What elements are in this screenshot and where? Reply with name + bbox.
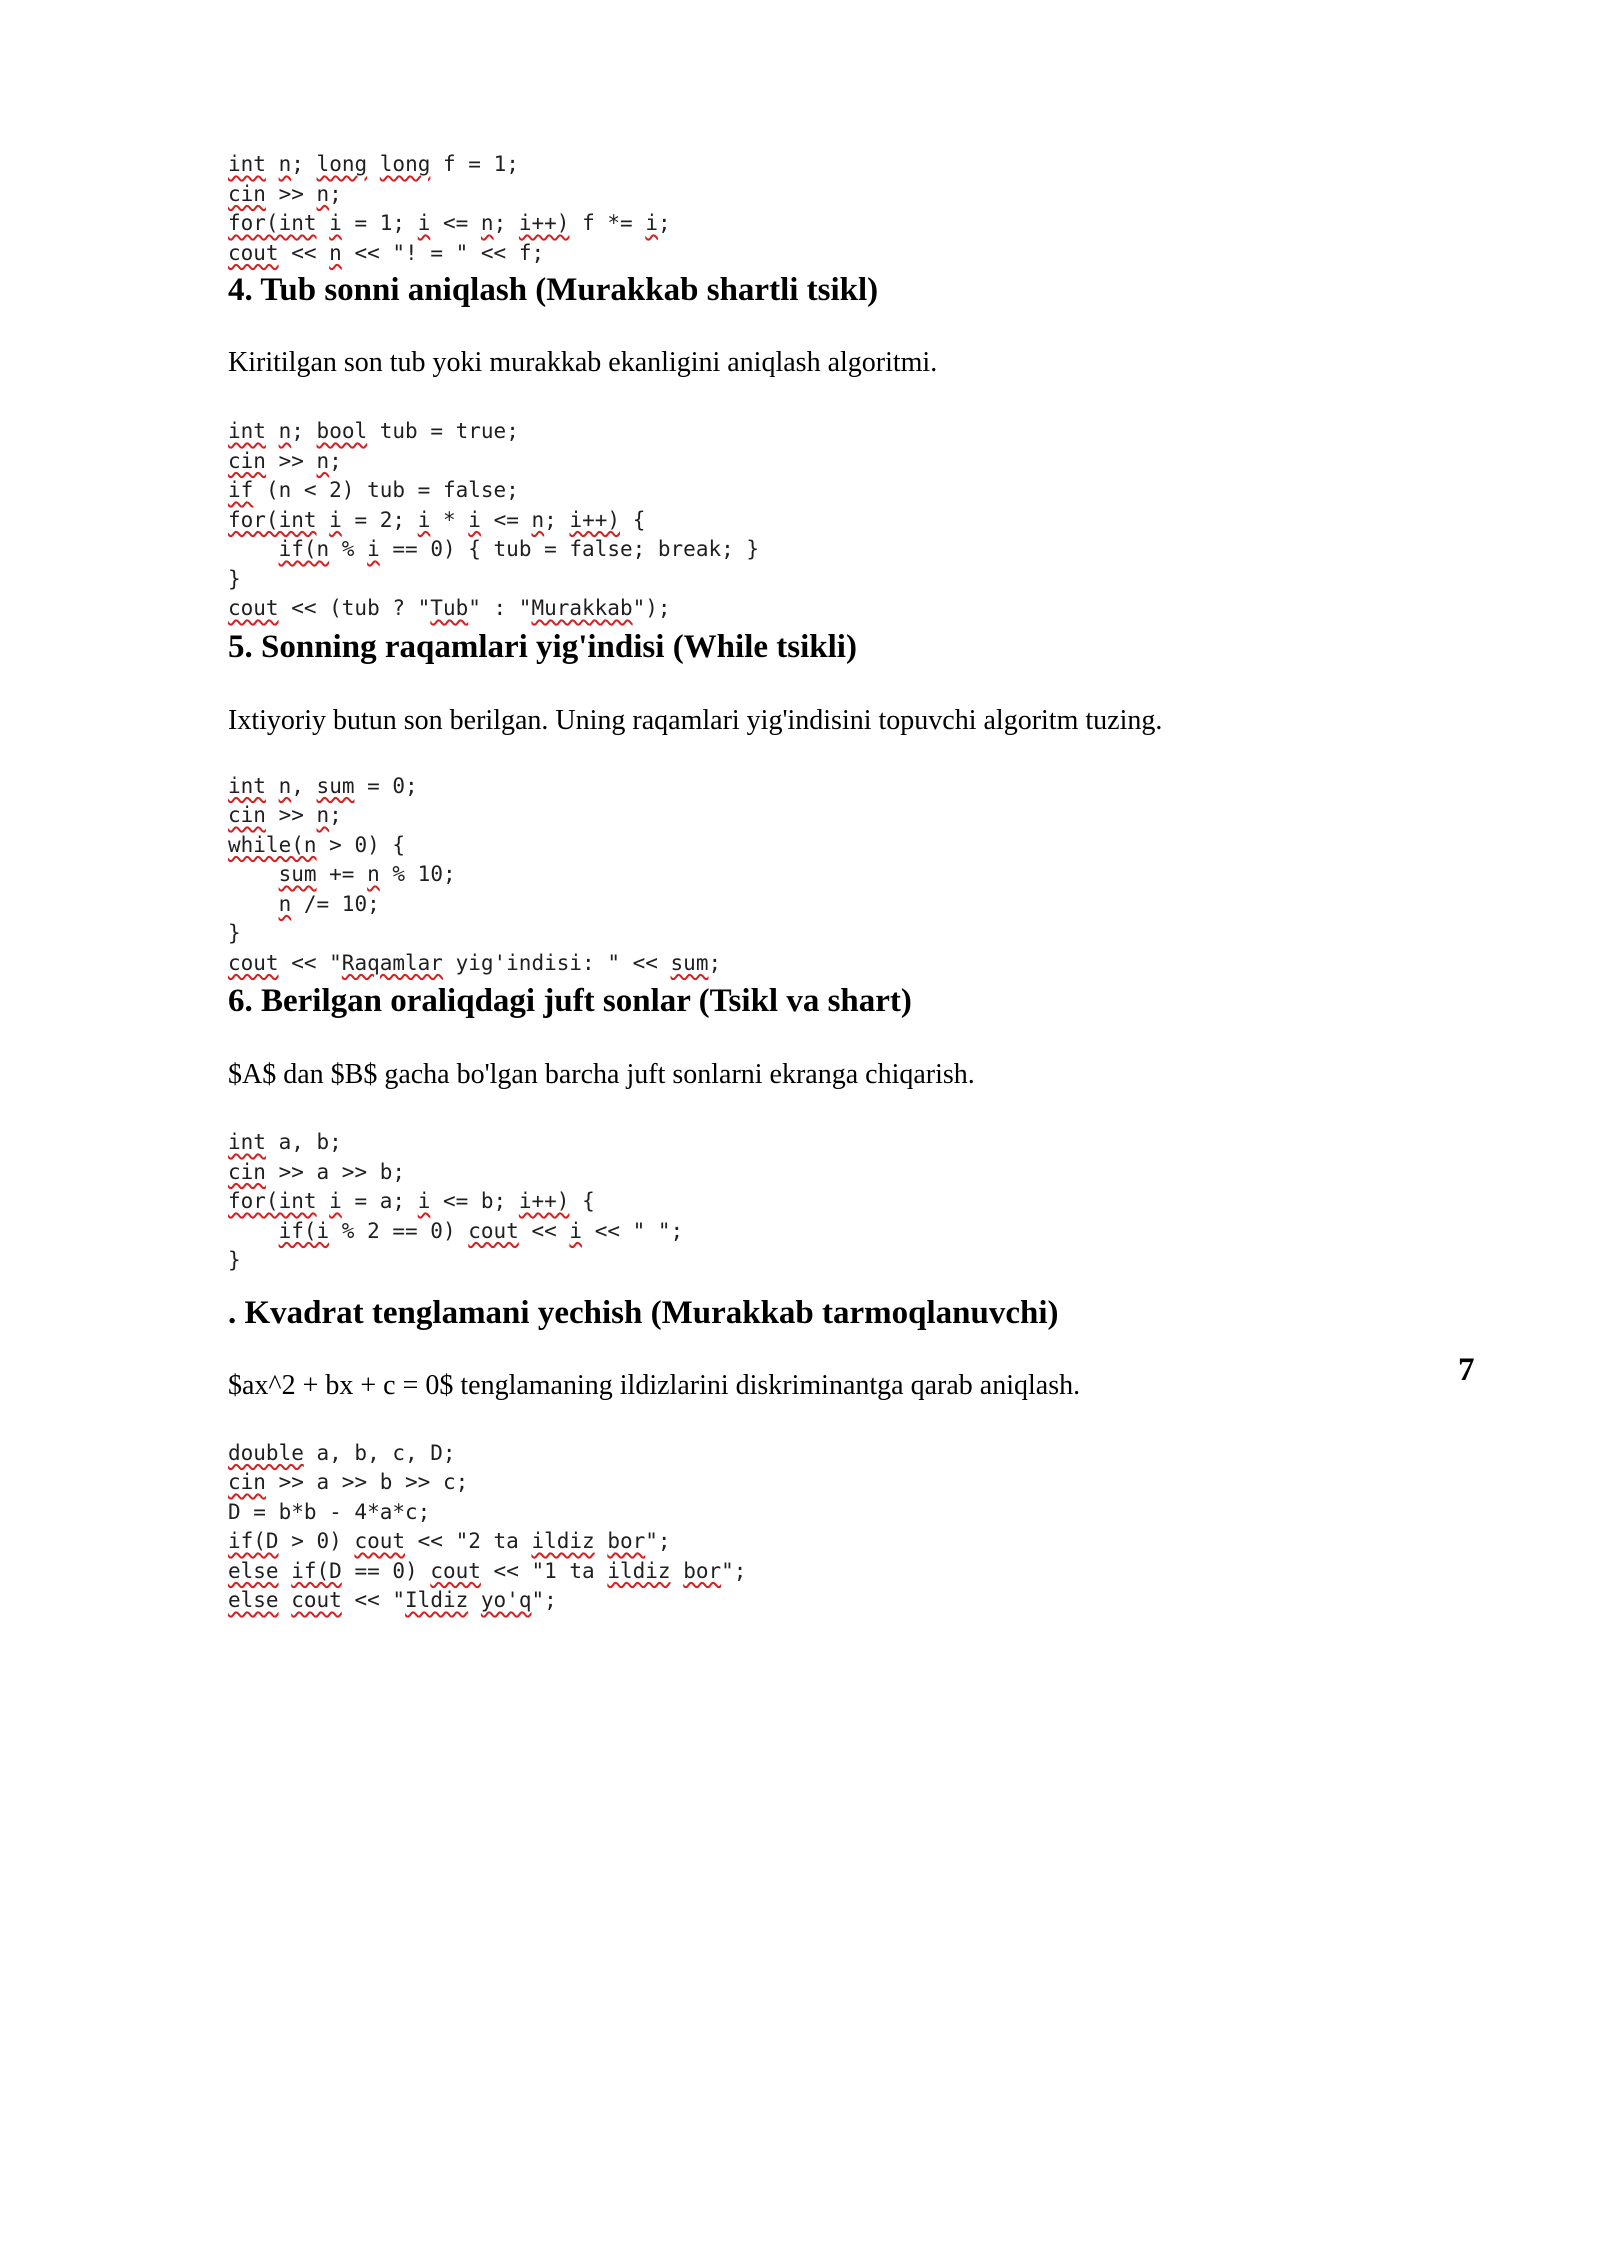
code-line: else if(D == 0) cout << "1 ta ildiz bor"; <box>228 1558 747 1583</box>
code-line: if (n < 2) tub = false; <box>228 478 519 502</box>
code-line: cout << "Raqamlar yig'indisi: " << sum; <box>228 950 722 975</box>
section-description-even-numbers: $A$ dan $B$ gacha bo'lgan barcha juft sonlarni ekranga chiqarish. <box>228 1059 975 1090</box>
code-block-factorial <box>228 150 1428 268</box>
code-line: cin >> n; <box>228 803 342 827</box>
page-number: 7 <box>1458 1352 1475 1388</box>
code-line: int n; long long f = 1; <box>228 152 519 176</box>
code-line: for(int i = 2; i * i <= n; i++) { <box>228 507 646 532</box>
code-line: if(D > 0) cout << "2 ta ildiz bor"; <box>228 1529 671 1553</box>
section-heading-digit-sum: 5. Sonning raqamlari yig'indisi (While tsikli) <box>228 628 857 665</box>
section-description-prime: Kiritilgan son tub yoki murakkab ekanligini aniqlash algoritmi. <box>228 347 938 378</box>
code-line: } <box>228 566 241 591</box>
code-line: cout << n << "! = " << f; <box>228 240 545 265</box>
code-line: else cout << "Ildiz yo'q"; <box>228 1588 557 1612</box>
code-line: if(i % 2 == 0) cout << i << " "; <box>278 1218 684 1243</box>
code-line: int a, b; <box>228 1130 342 1154</box>
code-block-quadratic <box>228 1439 1428 1616</box>
code-line: if(n % i == 0) { tub = false; break; } <box>278 537 760 561</box>
code-line: cout << (tub ? "Tub" : "Murakkab"); <box>228 596 671 620</box>
code-line: int n; bool tub = true; <box>228 419 519 443</box>
code-line: while(n > 0) { <box>228 832 406 857</box>
code-line: } <box>228 921 241 945</box>
code-line: D = b*b - 4*a*c; <box>228 1499 431 1524</box>
code-block-digit-sum <box>228 772 1428 979</box>
code-line: for(int i = 1; i <= n; i++) f *= i; <box>228 211 671 235</box>
code-line: int n, sum = 0; <box>228 773 418 798</box>
code-line: n /= 10; <box>278 891 380 916</box>
code-line: } <box>228 1248 241 1272</box>
code-block-prime <box>228 417 1428 624</box>
document-page <box>228 150 1428 1616</box>
code-line: double a, b, c, D; <box>228 1440 456 1465</box>
code-line: cin >> n; <box>228 448 342 473</box>
code-block-even-numbers <box>228 1128 1428 1276</box>
code-line: cin >> a >> b; <box>228 1159 406 1184</box>
section-heading-prime: 4. Tub sonni aniqlash (Murakkab shartli tsikl) <box>228 272 879 308</box>
code-line: cin >> n; <box>228 181 342 206</box>
code-line: for(int i = a; i <= b; i++) { <box>228 1189 595 1213</box>
code-line: sum += n % 10; <box>278 862 456 886</box>
section-heading-even-numbers: 6. Berilgan oraliqdagi juft sonlar (Tsikl va shart) <box>228 983 912 1019</box>
section-heading-quadratic: . Kvadrat tenglamani yechish (Murakkab tarmoqlanuvchi) <box>228 1294 1059 1331</box>
section-description-digit-sum: Ixtiyoriy butun son berilgan. Uning raqamlari yig'indisini topuvchi algoritm tuzing. <box>228 704 1163 736</box>
code-line: cin >> a >> b >> c; <box>228 1470 469 1494</box>
section-description-quadratic: $ax^2 + bx + c = 0$ tenglamaning ildizlarini diskriminantga qarab aniqlash. <box>228 1369 1081 1401</box>
